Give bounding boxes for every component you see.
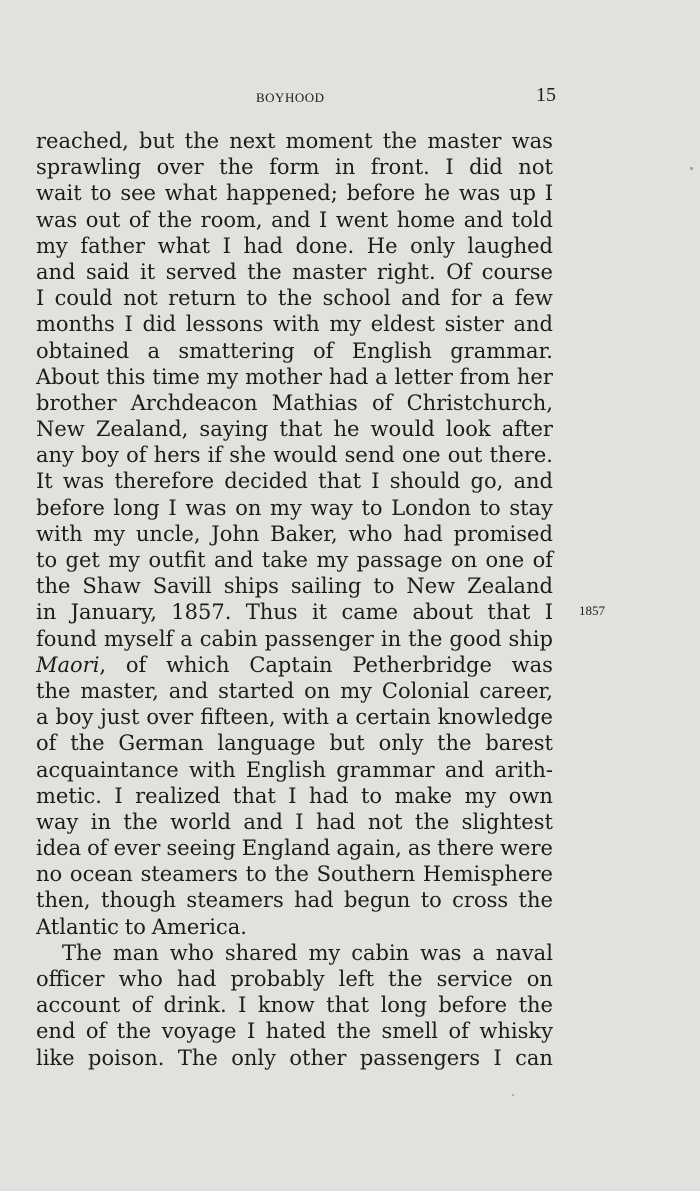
text-line: found myself a cabin passenger in the good ship [36,626,553,651]
text-line: obtained a smattering of English grammar. [36,338,553,363]
text-line: months I did lessons with my eldest sister and [36,312,553,337]
text-line: The man who shared my cabin was a naval [62,940,553,965]
text-line: metic. I realized that I had to make my own [36,783,553,808]
text-line: account of drink. I know that long before the [36,993,553,1018]
running-title: BOYHOOD [256,90,325,105]
text-line: sprawling over the form in front. I did not [36,155,553,180]
text-line: my father what I had done. He only laughed [36,233,553,258]
text-line: any boy of hers if she would send one out there. [36,443,553,468]
paper-speck [690,167,693,170]
text-line: like poison. The only other passengers I can [36,1045,553,1070]
text-line: brother Archdeacon Mathias of Christchurch, [36,390,553,415]
text-line: in January, 1857. Thus it came about that I [36,600,553,625]
text-line: with my uncle, John Baker, who had promised [36,521,553,546]
text-line: way in the world and I had not the slightest [36,809,553,834]
text-line: was out of the room, and I went home and told [36,207,553,232]
text-line: New Zealand, saying that he would look after [36,417,553,442]
text-line: and said it served the master right. Of course [36,259,553,284]
text-line: officer who had probably left the service on [36,967,553,991]
text-line: no ocean steamers to the Southern Hemisphere [36,862,553,887]
text-line: It was therefore decided that I should go, and [36,469,553,494]
text-line: to get my outfit and take my passage on one of [36,548,553,572]
text-line: before long I was on my way to London to stay [36,495,553,520]
text-line: acquaintance with English grammar and arith- [36,757,553,782]
text-line: I could not return to the school and for a few [36,286,553,311]
body-text [36,128,553,1071]
margin-note-year: 1857 [579,603,605,618]
text-line: wait to see what happened; before he was up I [36,181,553,206]
text-line: end of the voyage I hated the smell of whisky [36,1019,553,1044]
text-line: idea of ever seeing England again, as there were [36,836,553,861]
text-line: Atlantic to America. [36,914,247,939]
text-line: then, though steamers had begun to cross the [36,888,553,913]
paper-speck [512,1094,514,1096]
text-line: the Shaw Savill ships sailing to New Zealand [36,574,553,599]
text-line: About this time my mother had a letter from her [36,364,553,389]
text-line: Maori, of which Captain Petherbridge was [36,652,553,677]
page-number: 15 [536,84,556,106]
text-line: reached, but the next moment the master was [36,129,553,153]
text-line: of the German language but only the barest [36,731,553,756]
text-line: a boy just over fifteen, with a certain knowledge [36,705,553,730]
text-line: the master, and started on my Colonial career, [36,678,553,703]
